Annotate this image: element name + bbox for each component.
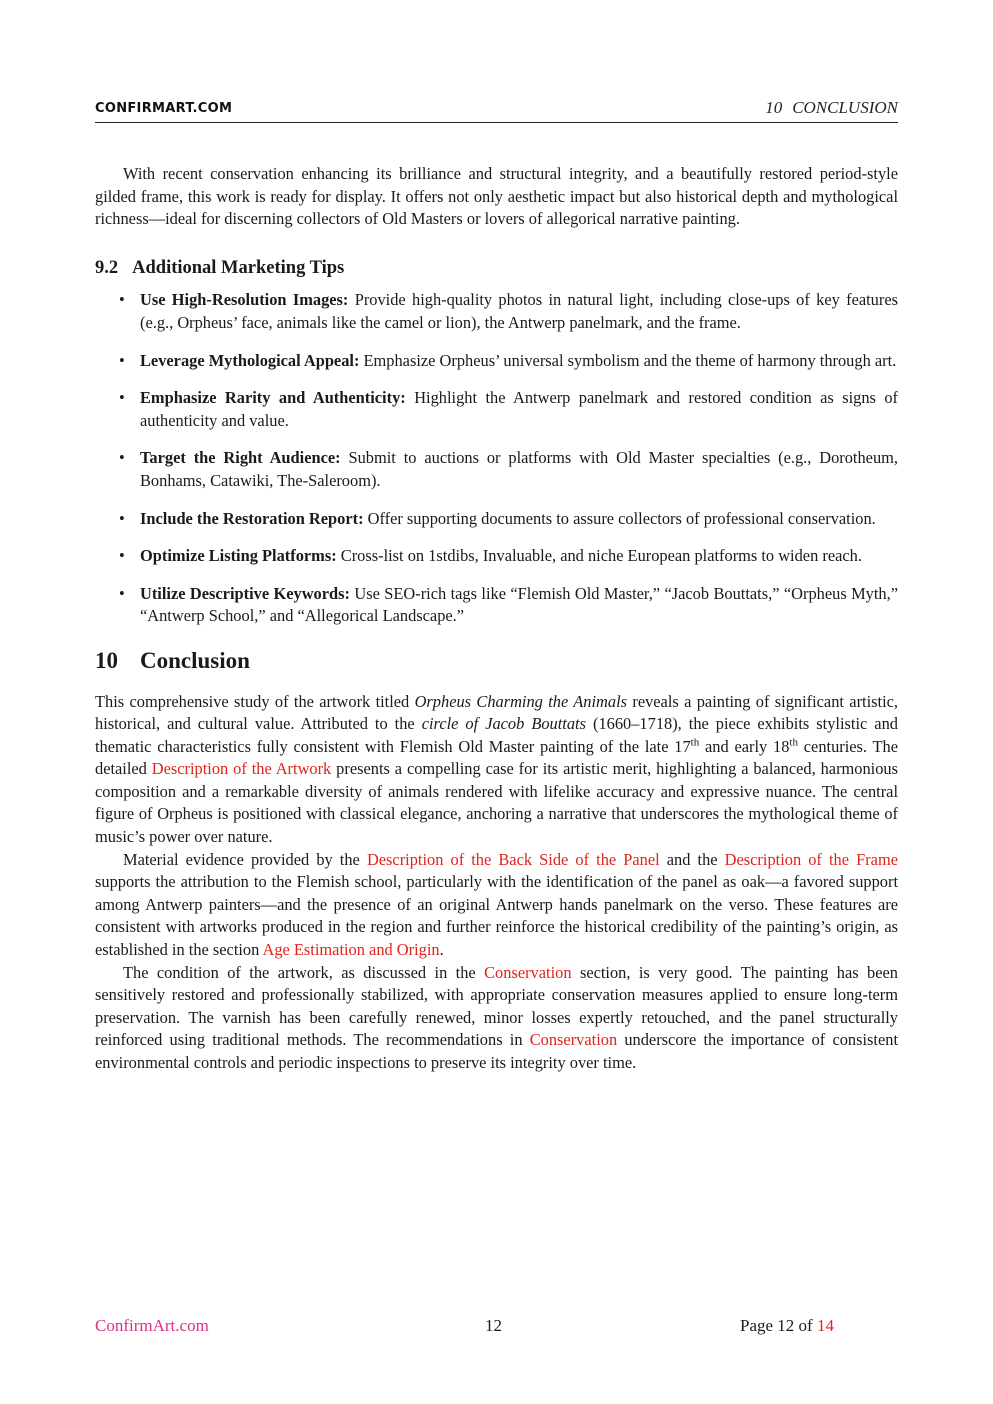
tip-text: Provide high-quality photos in natural light, including close-ups of key features (e.g., Orpheus’ face, animals like the camel or lion), the Antwerp panelmark, and the frame. [140,290,898,332]
link-age-estimation-origin[interactable]: Age Estimation and Origin [262,940,440,960]
tip-text: Cross-list on 1stdibs, Invaluable, and niche European platforms to widen reach. [340,546,862,566]
tip-text: Submit to auctions or platforms with Old Master specialties (e.g., Dorotheum, Bonhams, Catawiki, The-Saleroom). [140,448,898,490]
subsection-title: Additional Marketing Tips [132,257,345,278]
running-header [95,98,898,123]
text-run: presents a compelling case for its artistic merit, highlighting a balanced, harmonious composition and a remarkable diversity of animals rendered with lifelike accuracy and expressive nuance. The central figure of Orpheus is positioned with classical elegance, anchoring a narrative that underscores the mythological theme of music’s power over nature. [95,759,898,847]
link-description-of-artwork[interactable]: Description of the Artwork [151,759,332,779]
running-section-number: 10 [765,98,783,117]
tip-label: Target the Right Audience: [140,448,341,468]
text-run: (1660–1718), the piece exhibits stylistic and thematic characteristics fully consistent with Flemish Old Master painting of the late 17 [95,714,898,756]
conclusion-paragraph-2 [95,849,898,962]
text-run: underscore the importance of consistent environmental controls and periodic inspections to preserve its integrity over time. [95,1030,899,1072]
tip-label: Utilize Descriptive Keywords: [140,583,350,603]
footer-site-link[interactable]: ConfirmArt.com [95,1316,209,1335]
text-run: and early 18 [699,736,790,756]
tip-label: Use High-Resolution Images: [140,290,349,310]
footer-page-of [740,1316,834,1336]
bullet: • [119,508,125,528]
subsection-heading [95,257,898,280]
last-page-link[interactable]: 14 [816,1316,834,1335]
tip-text: Use SEO-rich tags like “Flemish Old Master,” “Jacob Bouttats,” “Orpheus Myth,” “Antwerp School,” and “Allegorical Landscape.” [140,583,898,626]
list-item [95,508,898,531]
footer-page-number: 12 [485,1316,502,1335]
page-prefix: Page 12 of [740,1316,817,1335]
confirmart-logo: CONFIRMART.COM [95,101,233,116]
tip-label: Leverage Mythological Appeal: [140,350,360,370]
tip-text: Offer supporting documents to assure collectors of professional conservation. [367,508,876,528]
text-run: centuries. The detailed [95,736,899,779]
tip-label: Optimize Listing Platforms: [140,546,337,566]
bullet: • [119,583,125,603]
tip-label: Include the Restoration Report: [140,508,364,528]
list-item [95,289,898,334]
list-item [95,583,898,628]
section-title: Conclusion [140,647,250,673]
running-section-title [765,98,898,118]
bullet: • [119,388,125,408]
list-item [95,447,898,492]
running-section-name: CONCLUSION [792,98,898,117]
text-run: The condition of the artwork, as discussed in the [123,962,485,982]
text-run: Material evidence provided by the [123,849,367,869]
conclusion-paragraph-3 [95,962,898,1075]
bullet: • [119,448,125,468]
conclusion-paragraph-1 [95,691,898,849]
text-run: section, is very good. The painting has been sensitively restored and professionally stabilized, with appropriate conservation measures applied to ensure long-term preservation. The varnish has been carefully renewed, minor losses expertly retouched, and the panel structurally reinforced using traditional methods. The recommendations in [95,962,898,1050]
intro-paragraph: With recent conservation enhancing its brilliance and structural integrity, and a beautifully restored period-style gilded frame, this work is ready for display. It offers not only aesthetic impact but also historical depth and mythological richness—ideal for discerning collectors of Old Masters or lovers of allegorical narrative painting. [95,164,898,229]
link-conservation[interactable]: Conservation [529,1030,618,1050]
page-content [95,163,898,1075]
section-number: 10 [95,647,118,673]
superscript: th [690,736,700,749]
bullet: • [119,350,125,370]
tip-label: Emphasize Rarity and Authenticity: [140,388,406,408]
tip-text: Highlight the Antwerp panelmark and restored condition as signs of authenticity and value. [140,388,899,430]
link-conservation[interactable]: Conservation [484,962,572,982]
marketing-tips-list [95,289,898,628]
link-back-side-of-panel[interactable]: Description of the Back Side of the Panel [366,849,660,869]
text-run: . [439,940,444,960]
superscript: th [789,736,798,749]
artwork-title: Orpheus Charming the Animals [414,691,628,711]
bullet: • [119,546,125,566]
attribution-circle: circle of Jacob Bouttats [421,714,586,734]
tip-text: Emphasize Orpheus’ universal symbolism and the theme of harmony through art. [363,350,897,370]
list-item [95,545,898,568]
link-description-of-frame[interactable]: Description of the Frame [724,849,898,869]
page-footer [95,1316,898,1338]
text-run: reveals a painting of significant artistic, historical, and cultural value. Attributed to the [95,691,898,734]
text-run: supports the attribution to the Flemish school, particularly with the identification of the panel as oak—a favored support among Antwerp painters—and the presence of an original Antwerp hands panelmark on the verso. These features are consistent with artworks produced in the region and further reinforce the historical credibility of the painting’s origin, as established in the section [95,872,898,960]
section-heading [95,647,898,673]
bullet: • [119,290,125,310]
text-run: This comprehensive study of the artwork titled [95,691,415,711]
list-item [95,387,898,432]
list-item [95,350,898,373]
subsection-number: 9.2 [95,257,119,278]
text-run: and the [659,849,725,869]
